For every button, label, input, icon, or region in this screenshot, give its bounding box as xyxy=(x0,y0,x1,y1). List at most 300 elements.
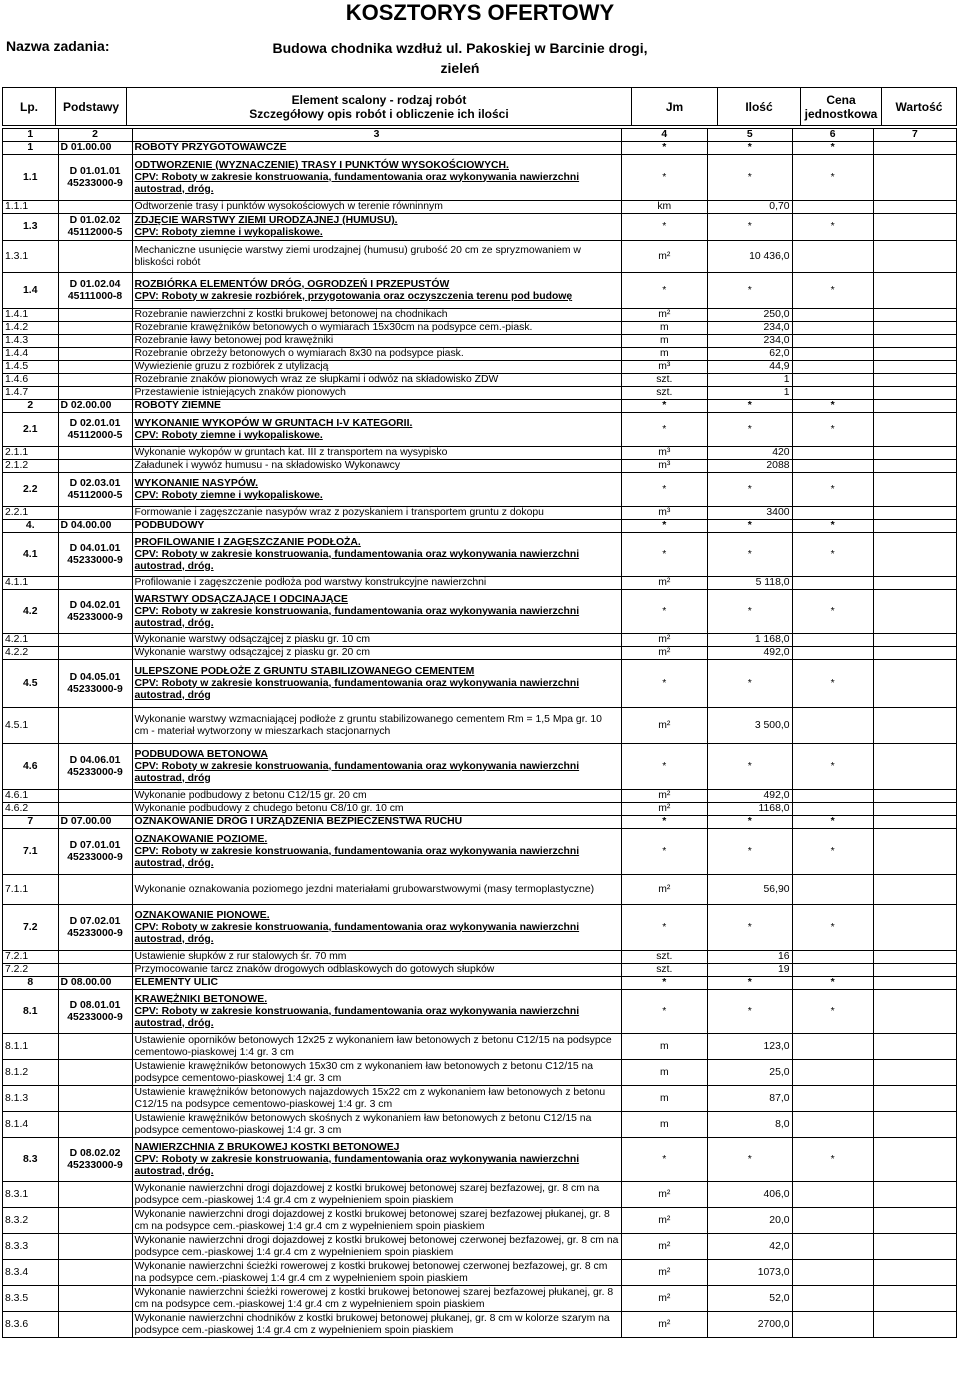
row-value xyxy=(873,413,956,447)
row-lp: 4.2.1 xyxy=(3,634,59,647)
row-jm: szt. xyxy=(621,964,708,977)
position-name: ULEPSZONE PODŁOŻE Z GRUNTU STABILIZOWANEGO CEMENTEM xyxy=(134,665,475,677)
row-description: Przymocowanie tarcz znaków drogowych odblaskowych do gotowych słupków xyxy=(132,964,621,977)
column-number: 3 xyxy=(132,129,621,142)
column-number: 7 xyxy=(873,129,956,142)
row-description: Rozebranie krawężników betonowych o wymiarach 15x30cm na podsypce cem.-piask. xyxy=(132,322,621,335)
row-value xyxy=(873,387,956,400)
row-value xyxy=(873,400,956,413)
row-lp: 8.3.1 xyxy=(3,1182,59,1208)
row-value xyxy=(873,1086,956,1112)
row-price: * xyxy=(792,413,873,447)
row-qty: 3 500,0 xyxy=(708,708,792,744)
row-price xyxy=(792,1112,873,1138)
row-lp: 4.1.1 xyxy=(3,577,59,590)
row-qty: 52,0 xyxy=(708,1286,792,1312)
row-qty: * xyxy=(708,816,792,829)
item-row xyxy=(3,1112,957,1138)
row-price: * xyxy=(792,977,873,990)
row-jm: m² xyxy=(621,577,708,590)
column-numbers-row xyxy=(3,129,957,142)
row-price xyxy=(792,201,873,214)
position-name: OZNAKOWANIE POZIOME. xyxy=(134,833,268,845)
row-description xyxy=(132,829,621,875)
row-description: Wykonanie nawierzchni chodników z kostki brukowej betonowej płukanej, gr. 8 cm w kolorze szarym na podsypce cem.-piaskowej 1:4 gr.4 cm z wypełnieniem spoin piaskiem xyxy=(132,1312,621,1338)
position-row xyxy=(3,829,957,875)
row-basis xyxy=(58,1182,132,1208)
row-qty: * xyxy=(708,473,792,507)
position-row xyxy=(3,1138,957,1182)
position-cpv: CPV: Roboty ziemne i wykopaliskowe. xyxy=(134,429,323,441)
row-qty: 2700,0 xyxy=(708,1312,792,1338)
position-cpv: CPV: Roboty w zakresie konstruowania, fundamentowania oraz wykonywania nawierzchni autostrad, dróg. xyxy=(134,605,580,629)
row-basis xyxy=(58,647,132,660)
row-description: Wykonanie oznakowania poziomego jezdni materiałami grubowarstwowymi (masy termoplastyczne) xyxy=(132,875,621,905)
position-name: OZNAKOWANIE PIONOWE. xyxy=(134,909,270,921)
row-qty: * xyxy=(708,273,792,309)
position-row xyxy=(3,413,957,447)
position-cpv: CPV: Roboty w zakresie konstruowania, fundamentowania oraz wykonywania nawierzchni autostrad, dróg. xyxy=(134,1153,580,1177)
position-name: PROFILOWANIE I ZAGĘSZCZANIE PODŁOŻA. xyxy=(134,536,361,548)
row-price: * xyxy=(792,744,873,790)
row-value xyxy=(873,214,956,241)
row-price xyxy=(792,322,873,335)
row-jm: m² xyxy=(621,1260,708,1286)
row-jm: m³ xyxy=(621,447,708,460)
row-price xyxy=(792,951,873,964)
row-qty: 420 xyxy=(708,447,792,460)
row-description: Profilowanie i zagęszczenie podłoża pod warstwy konstrukcyjne nawierzchni xyxy=(132,577,621,590)
row-qty: 234,0 xyxy=(708,335,792,348)
row-qty: * xyxy=(708,829,792,875)
row-price xyxy=(792,241,873,273)
row-description: Ustawienie krawężników betonowych skośnych z wykonaniem ław betonowych z betonu C12/15 na podsypce cementowo-piaskowej 1:4 gr. 3 cm xyxy=(132,1112,621,1138)
header-element-line2: Szczegółowy opis robót i obliczenie ich ilości xyxy=(249,106,509,121)
row-qty: 10 436,0 xyxy=(708,241,792,273)
item-row xyxy=(3,577,957,590)
row-basis xyxy=(58,348,132,361)
row-description: Ustawienie krawężników betonowych najazdowych 15x22 cm z wykonaniem ław betonowych z betonu C12/15 na podsypce cementowo-piaskowej 1:4 gr. 3 cm xyxy=(132,1086,621,1112)
row-lp: 4.2 xyxy=(3,590,59,634)
header-ilosc: Ilość xyxy=(718,88,801,126)
row-jm: * xyxy=(621,905,708,951)
row-price: * xyxy=(792,660,873,708)
row-qty: 123,0 xyxy=(708,1034,792,1060)
row-qty: 406,0 xyxy=(708,1182,792,1208)
row-basis: D 01.00.00 xyxy=(58,142,132,155)
row-value xyxy=(873,590,956,634)
item-row xyxy=(3,875,957,905)
row-basis xyxy=(58,964,132,977)
row-lp: 2.1 xyxy=(3,413,59,447)
row-basis xyxy=(58,1034,132,1060)
item-row xyxy=(3,647,957,660)
row-lp: 4. xyxy=(3,520,59,533)
section-row xyxy=(3,142,957,155)
row-value xyxy=(873,507,956,520)
row-jm: * xyxy=(621,400,708,413)
row-price xyxy=(792,335,873,348)
row-qty: 1168,0 xyxy=(708,803,792,816)
row-basis: D 01.01.01 45233000-9 xyxy=(58,155,132,201)
row-price: * xyxy=(792,533,873,577)
row-qty: 25,0 xyxy=(708,1060,792,1086)
item-row xyxy=(3,708,957,744)
row-basis xyxy=(58,1208,132,1234)
row-value xyxy=(873,990,956,1034)
row-lp: 4.6.1 xyxy=(3,790,59,803)
row-value xyxy=(873,875,956,905)
position-row xyxy=(3,214,957,241)
row-price xyxy=(792,1208,873,1234)
row-jm: m² xyxy=(621,1182,708,1208)
item-row xyxy=(3,322,957,335)
row-qty: * xyxy=(708,520,792,533)
row-jm: * xyxy=(621,816,708,829)
row-price: * xyxy=(792,590,873,634)
row-price: * xyxy=(792,214,873,241)
row-price xyxy=(792,447,873,460)
row-basis xyxy=(58,1112,132,1138)
position-cpv: CPV: Roboty w zakresie konstruowania, fundamentowania oraz wykonywania nawierzchni autostrad, dróg xyxy=(134,677,580,701)
row-jm: * xyxy=(621,273,708,309)
row-qty: 19 xyxy=(708,964,792,977)
row-description: Wywiezienie gruzu z rozbiórek z utylizacją xyxy=(132,361,621,374)
position-cpv: CPV: Roboty w zakresie konstruowania, fundamentowania oraz wykonywania nawierzchni autostrad, dróg. xyxy=(134,1005,580,1029)
row-basis xyxy=(58,875,132,905)
row-qty: 8,0 xyxy=(708,1112,792,1138)
row-lp: 1.3 xyxy=(3,214,59,241)
row-qty: 492,0 xyxy=(708,647,792,660)
row-basis: D 04.06.01 45233000-9 xyxy=(58,744,132,790)
row-jm: szt. xyxy=(621,387,708,400)
row-basis xyxy=(58,1286,132,1312)
item-row xyxy=(3,803,957,816)
row-price xyxy=(792,361,873,374)
row-jm: km xyxy=(621,201,708,214)
row-price: * xyxy=(792,155,873,201)
row-value xyxy=(873,829,956,875)
row-basis: D 07.01.01 45233000-9 xyxy=(58,829,132,875)
section-title: OZNAKOWANIE DRÓG I URZĄDZENIA BEZPIECZEŃSTWA RUCHU xyxy=(132,816,621,829)
row-qty: 0,70 xyxy=(708,201,792,214)
position-row xyxy=(3,273,957,309)
row-description: Rozebranie ławy betonowej pod krawężniki xyxy=(132,335,621,348)
row-basis xyxy=(58,387,132,400)
row-lp: 8.1 xyxy=(3,990,59,1034)
item-row xyxy=(3,387,957,400)
row-description xyxy=(132,273,621,309)
position-cpv: CPV: Roboty w zakresie konstruowania, fundamentowania oraz wykonywania nawierzchni autostrad, dróg. xyxy=(134,845,580,869)
row-description xyxy=(132,533,621,577)
row-value xyxy=(873,322,956,335)
position-cpv: CPV: Roboty w zakresie rozbiórek, przygotowania oraz oczyszczenia terenu pod budowę xyxy=(134,290,573,302)
row-value xyxy=(873,708,956,744)
row-jm: * xyxy=(621,533,708,577)
position-cpv: CPV: Roboty ziemne i wykopaliskowe. xyxy=(134,489,323,501)
row-lp: 8.1.4 xyxy=(3,1112,59,1138)
row-description: Wykonanie warstwy wzmacniającej podłoże z gruntu stabilizowanego cementem Rm = 1,5 Mpa gr. 10 cm - materiał wytworzony w mieszarkach stacjonarnych xyxy=(132,708,621,744)
row-qty: 62,0 xyxy=(708,348,792,361)
row-jm: m² xyxy=(621,634,708,647)
section-row xyxy=(3,816,957,829)
row-lp: 1.4.2 xyxy=(3,322,59,335)
item-row xyxy=(3,1260,957,1286)
row-qty: 3400 xyxy=(708,507,792,520)
row-lp: 7 xyxy=(3,816,59,829)
row-basis: D 04.01.01 45233000-9 xyxy=(58,533,132,577)
row-description xyxy=(132,990,621,1034)
row-jm: * xyxy=(621,829,708,875)
row-basis xyxy=(58,1060,132,1086)
row-description: Wykonanie nawierzchni drogi dojazdowej z kostki brukowej betonowej czerwonej bezfazowej, gr. 8 cm na podsypce cem.-piaskowej 1:4 gr.4 cm z wypełnieniem spoin piaskiem xyxy=(132,1234,621,1260)
row-lp: 1.1.1 xyxy=(3,201,59,214)
row-description: Ustawienie oporników betonowych 12x25 z wykonaniem ław betonowych z betonu C12/15 na podsypce cementowo-piaskowej 1:4 gr. 3 cm xyxy=(132,1034,621,1060)
row-basis: D 07.00.00 xyxy=(58,816,132,829)
row-value xyxy=(873,816,956,829)
row-jm: m² xyxy=(621,1286,708,1312)
row-qty: * xyxy=(708,214,792,241)
row-description: Wykonanie podbudowy z betonu C12/15 gr. 20 cm xyxy=(132,790,621,803)
row-price xyxy=(792,374,873,387)
row-value xyxy=(873,647,956,660)
row-qty: * xyxy=(708,660,792,708)
row-jm: szt. xyxy=(621,374,708,387)
position-name: PODBUDOWA BETONOWA xyxy=(134,748,268,760)
row-value xyxy=(873,977,956,990)
row-price xyxy=(792,577,873,590)
row-price xyxy=(792,803,873,816)
row-lp: 7.1.1 xyxy=(3,875,59,905)
row-description: Załadunek i wywóz humusu - na składowisko Wykonawcy xyxy=(132,460,621,473)
row-basis xyxy=(58,309,132,322)
item-row xyxy=(3,634,957,647)
row-value xyxy=(873,473,956,507)
row-description xyxy=(132,214,621,241)
row-basis xyxy=(58,447,132,460)
item-row xyxy=(3,447,957,460)
row-lp: 8.1.1 xyxy=(3,1034,59,1060)
row-basis: D 08.02.02 45233000-9 xyxy=(58,1138,132,1182)
row-price xyxy=(792,1086,873,1112)
position-cpv: CPV: Roboty ziemne i wykopaliskowe. xyxy=(134,227,323,238)
row-lp: 1.4.6 xyxy=(3,374,59,387)
row-description: Wykonanie nawierzchni drogi dojazdowej z kostki brukowej betonowej szarej bezfazowej, gr. 8 cm na podsypce cem.-piaskowej 1:4 gr.4 cm z wypełnieniem spoin piaskiem xyxy=(132,1182,621,1208)
row-jm: * xyxy=(621,744,708,790)
position-row xyxy=(3,660,957,708)
header-lp: Lp. xyxy=(3,88,56,126)
item-row xyxy=(3,241,957,273)
row-value xyxy=(873,142,956,155)
row-jm: m xyxy=(621,1086,708,1112)
row-qty: * xyxy=(708,590,792,634)
row-basis: D 04.00.00 xyxy=(58,520,132,533)
row-description xyxy=(132,413,621,447)
row-lp: 8.3.5 xyxy=(3,1286,59,1312)
row-lp: 2.2 xyxy=(3,473,59,507)
column-number: 5 xyxy=(708,129,792,142)
row-lp: 1.4 xyxy=(3,273,59,309)
row-lp: 8.3.4 xyxy=(3,1260,59,1286)
row-description: Wykonanie nawierzchni drogi dojazdowej z kostki brukowej betonowej szarej bezfazowej płukanej, gr. 8 cm na podsypce cem.-piaskowej 1:4 gr.4 cm z wypełnieniem spoin piaskiem xyxy=(132,1208,621,1234)
row-description: Wykonanie podbudowy z chudego betonu C8/10 gr. 10 cm xyxy=(132,803,621,816)
row-qty: 42,0 xyxy=(708,1234,792,1260)
row-value xyxy=(873,1060,956,1086)
row-price: * xyxy=(792,1138,873,1182)
row-qty: 1 168,0 xyxy=(708,634,792,647)
row-description: Przestawienie istniejących znaków pionowych xyxy=(132,387,621,400)
item-row xyxy=(3,1286,957,1312)
row-price xyxy=(792,1182,873,1208)
row-description xyxy=(132,590,621,634)
row-basis xyxy=(58,241,132,273)
item-row xyxy=(3,1234,957,1260)
row-price xyxy=(792,348,873,361)
row-price: * xyxy=(792,400,873,413)
row-price xyxy=(792,507,873,520)
row-lp: 1.3.1 xyxy=(3,241,59,273)
row-qty: 1 xyxy=(708,374,792,387)
row-price xyxy=(792,309,873,322)
row-basis: D 04.05.01 45233000-9 xyxy=(58,660,132,708)
position-name: KRAWĘŻNIKI BETONOWE. xyxy=(134,993,268,1005)
row-value xyxy=(873,520,956,533)
row-jm: * xyxy=(621,590,708,634)
row-qty: * xyxy=(708,1138,792,1182)
row-lp: 8.1.2 xyxy=(3,1060,59,1086)
row-description xyxy=(132,744,621,790)
row-value xyxy=(873,374,956,387)
row-basis xyxy=(58,951,132,964)
row-description: Rozebranie obrzeży betonowych o wymiarach 8x30 na podsypce piask. xyxy=(132,348,621,361)
item-row xyxy=(3,1208,957,1234)
row-lp: 7.2 xyxy=(3,905,59,951)
row-lp: 4.6 xyxy=(3,744,59,790)
row-jm: * xyxy=(621,990,708,1034)
row-description xyxy=(132,473,621,507)
row-basis xyxy=(58,1312,132,1338)
row-price xyxy=(792,460,873,473)
row-price: * xyxy=(792,273,873,309)
column-number: 2 xyxy=(58,129,132,142)
section-row xyxy=(3,977,957,990)
row-price xyxy=(792,708,873,744)
position-name: ODTWORZENIE (WYZNACZENIE) TRASY I PUNKTÓW WYSOKOŚCIOWYCH. xyxy=(134,159,509,171)
row-description xyxy=(132,660,621,708)
row-value xyxy=(873,577,956,590)
row-lp: 1 xyxy=(3,142,59,155)
item-row xyxy=(3,1086,957,1112)
row-basis xyxy=(58,1234,132,1260)
section-title: ROBOTY PRZYGOTOWAWCZE xyxy=(132,142,621,155)
row-description: Ustawienie krawężników betonowych 15x30 cm z wykonaniem ław betonowych z betonu C12/15 na podsypce cementowo-piaskowej 1:4 gr. 3 cm xyxy=(132,1060,621,1086)
header-element-line1: Element scalony - rodzaj robót xyxy=(291,92,467,107)
item-row xyxy=(3,309,957,322)
row-basis xyxy=(58,1086,132,1112)
item-row xyxy=(3,1060,957,1086)
position-name: ZDJĘCIE WARSTWY ZIEMI URODZAJNEJ (HUMUSU). xyxy=(134,215,398,226)
row-price: * xyxy=(792,520,873,533)
row-jm: m xyxy=(621,1034,708,1060)
item-row xyxy=(3,460,957,473)
position-cpv: CPV: Roboty w zakresie konstruowania, fundamentowania oraz wykonywania nawierzchni autostrad, dróg. xyxy=(134,921,580,945)
row-jm: m² xyxy=(621,790,708,803)
row-value xyxy=(873,361,956,374)
row-description: Wykonanie nawierzchni ścieżki rowerowej z kostki brukowej betonowej czerwonej bezfazowej, gr. 8 cm na podsypce cem.-piaskowej 1:4 gr.4 cm z wypełnieniem spoin piaskiem xyxy=(132,1260,621,1286)
row-value xyxy=(873,744,956,790)
row-basis: D 01.02.02 45112000-5 xyxy=(58,214,132,241)
position-row xyxy=(3,155,957,201)
row-description xyxy=(132,905,621,951)
header-wartosc: Wartość xyxy=(882,88,957,126)
row-qty: 1 xyxy=(708,387,792,400)
row-price: * xyxy=(792,473,873,507)
row-jm: m² xyxy=(621,1208,708,1234)
row-qty: * xyxy=(708,400,792,413)
section-title: PODBUDOWY xyxy=(132,520,621,533)
row-description: Rozebranie nawierzchni z kostki brukowej betonowej na chodnikach xyxy=(132,309,621,322)
row-value xyxy=(873,951,956,964)
row-jm: m xyxy=(621,1112,708,1138)
row-lp: 2 xyxy=(3,400,59,413)
row-basis: D 01.02.04 45111000-8 xyxy=(58,273,132,309)
row-description: Mechaniczne usunięcie warstwy ziemi urodzajnej (humusu) grubość 20 cm ze spryzmowaniem w bliskości robót xyxy=(132,241,621,273)
row-qty: * xyxy=(708,905,792,951)
row-jm: m² xyxy=(621,708,708,744)
row-basis xyxy=(58,322,132,335)
row-price: * xyxy=(792,829,873,875)
row-value xyxy=(873,1112,956,1138)
row-basis xyxy=(58,577,132,590)
header-podstawy: Podstawy xyxy=(56,88,127,126)
row-description: Odtworzenie trasy i punktów wysokościowych w terenie równinnym xyxy=(132,201,621,214)
row-value xyxy=(873,1234,956,1260)
section-title: ROBOTY ZIEMNE xyxy=(132,400,621,413)
row-lp: 4.1 xyxy=(3,533,59,577)
row-value xyxy=(873,1208,956,1234)
position-row xyxy=(3,905,957,951)
row-price xyxy=(792,875,873,905)
row-qty: 20,0 xyxy=(708,1208,792,1234)
row-jm: * xyxy=(621,660,708,708)
row-lp: 8.3.2 xyxy=(3,1208,59,1234)
row-qty: 5 118,0 xyxy=(708,577,792,590)
row-value xyxy=(873,201,956,214)
document-title: KOSZTORYS OFERTOWY xyxy=(345,0,615,25)
row-lp: 2.1.2 xyxy=(3,460,59,473)
position-row xyxy=(3,533,957,577)
header-cena xyxy=(801,88,882,126)
item-row xyxy=(3,335,957,348)
row-basis: D 02.00.00 xyxy=(58,400,132,413)
position-name: NAWIERZCHNIA Z BRUKOWEJ KOSTKI BETONOWEJ xyxy=(134,1141,400,1153)
item-row xyxy=(3,1034,957,1060)
row-value xyxy=(873,155,956,201)
row-basis: D 08.00.00 xyxy=(58,977,132,990)
section-row xyxy=(3,520,957,533)
row-qty: * xyxy=(708,413,792,447)
row-basis xyxy=(58,460,132,473)
cost-table xyxy=(2,128,957,1338)
row-lp: 4.6.2 xyxy=(3,803,59,816)
row-value xyxy=(873,905,956,951)
row-qty: * xyxy=(708,155,792,201)
column-number: 4 xyxy=(621,129,708,142)
position-name: WYKONANIE WYKOPÓW W GRUNTACH I-V KATEGORII. xyxy=(134,417,413,429)
row-description: Ustawienie słupków z rur stalowych śr. 70 mm xyxy=(132,951,621,964)
row-lp: 2.2.1 xyxy=(3,507,59,520)
row-lp: 1.4.7 xyxy=(3,387,59,400)
